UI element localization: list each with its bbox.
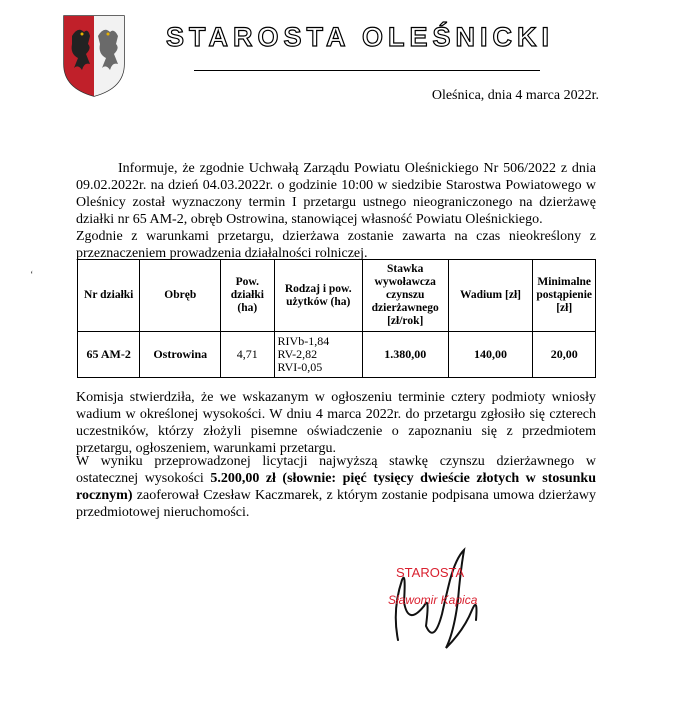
winning-amount: 5.200,00 zł (słownie: pięć tysięcy dwieście złotych w stosunku rocznym) [76,471,596,503]
signature-name: Sławomir Kapica [388,593,478,607]
paragraph-intro: Informuje, że zgodnie Uchwałą Zarządu Powiatu Oleśnickiego Nr 506/2022 z dnia 09.02.2022r. na dzień 04.03.2022r. o godzinie 10:00 w siedzibie Starostwa Powiatowego w Oleśnicy został wyznaczony termin I przetargu ustnego nieograniczonego na dzierżawę działki nr 65 AM-2, obręb Ostrowina, stanowiącej własność Powiatu Oleśnickiego. [76,161,596,227]
cell-area: 4,71 [221,332,274,378]
table-row [78,332,596,378]
cell-rate: 1.380,00 [362,332,448,378]
paragraph-conditions: Zgodnie z warunkami przetargu, dzierżawa zostanie zawarta na czas nieokreślony z przeznaczeniem prowadzenia działalności rolniczej. [76,229,596,261]
land-use-line: RIVb-1,84 [277,334,330,348]
paragraph-commission: Komisja stwierdziła, że we wskazanym w ogłoszeniu terminie cztery podmioty wniosły wadium w określonej wysokości. W dniu 4 marca 2022r. do przetargu zgłosiło się czterech uczestników, którzy złożyli pisemne oświadczenie o zapoznaniu się z przedmiotem przetargu, ogłoszeniem, warunkami przetargu. [76,390,596,456]
table-header-row [78,260,596,332]
document-title: STAROSTA OLEŚNICKI [166,22,555,52]
result-text-start: W wyniku przeprowadzonej licytacji najwyższą stawkę czynszu dzierżawnego w ostatecznej wysokości [76,454,596,486]
tender-table [77,259,596,378]
header-land-use: Rodzaj i pow. użytków (ha) [274,260,362,332]
cell-min-bid: 20,00 [533,332,596,378]
cell-land-use [274,332,362,378]
signature-title: STAROSTA [396,565,465,580]
header-rate: Stawka wywoławcza czynszu dzierżawnego [zł/rok] [362,260,448,332]
cell-plot-no: 65 AM-2 [78,332,140,378]
land-use-line: RVI-0,05 [277,360,323,374]
header-divider [194,70,540,71]
paragraph-result [76,453,596,521]
eagle-crest-icon [62,14,126,98]
place-date: Oleśnica, dnia 4 marca 2022r. [431,88,599,103]
cell-precinct: Ostrowina [140,332,221,378]
result-text-end: zaoferował Czesław Kaczmarek, z którym zostanie podpisana umowa dzierżawy przedmiotowej nieruchomości. [76,488,596,520]
header-precinct: Obręb [140,260,221,332]
cell-deposit: 140,00 [448,332,533,378]
header-min-bid: Minimalne postąpienie [zł] [533,260,596,332]
header-deposit: Wadium [zł] [448,260,533,332]
header-plot-no: Nr działki [78,260,140,332]
header-area: Pow. działki (ha) [221,260,274,332]
scan-mark: ʻ [30,270,34,281]
land-use-line: RV-2,82 [277,347,318,361]
